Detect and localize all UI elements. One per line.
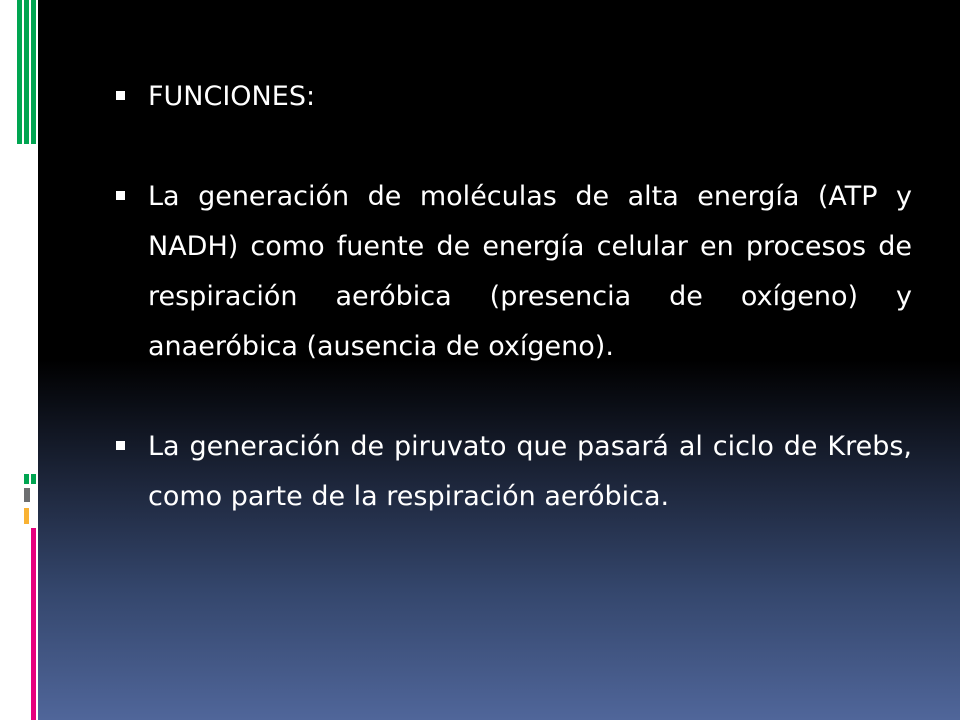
bullet-text: FUNCIONES:: [148, 81, 316, 112]
decor-green-small-1: [24, 474, 29, 484]
bullet-square-icon: [116, 91, 125, 100]
bullet-text: La generación de piruvato que pasará al ciclo de Krebs, como parte de la respiración aeróbica.: [148, 431, 912, 512]
decor-gray-bar: [24, 488, 30, 502]
decor-yellow-bar: [24, 508, 29, 524]
bullet-item-funciones: [112, 72, 912, 122]
bullet-text: La generación de moléculas de alta energía (ATP y NADH) como fuente de energía celular en procesos de respiración aeróbica (presencia de oxígeno) y anaeróbica (ausencia de oxígeno).: [148, 181, 912, 362]
decor-magenta-bar: [31, 528, 36, 720]
decor-green-bar-2: [24, 0, 29, 144]
bullet-square-icon: [116, 191, 125, 200]
bullet-item-generacion-energia: [112, 172, 912, 372]
bullet-list: [112, 72, 912, 572]
decor-green-small-2: [31, 474, 36, 484]
decor-green-bar-3: [31, 0, 36, 144]
decor-green-bar-1: [17, 0, 22, 144]
bullet-item-generacion-piruvato: [112, 422, 912, 522]
bullet-square-icon: [116, 441, 125, 450]
